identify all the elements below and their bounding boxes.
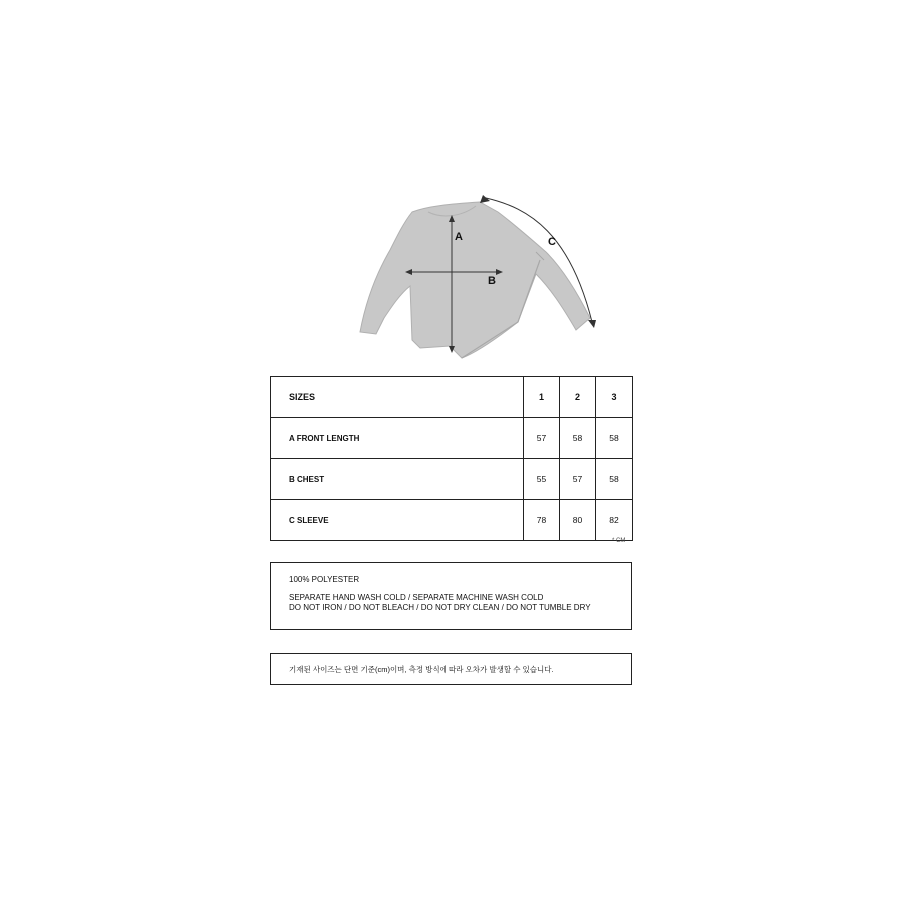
size-3-header: 3 bbox=[596, 377, 633, 418]
table-cell: 82 bbox=[596, 500, 633, 541]
measurement-note-box bbox=[270, 653, 632, 685]
table-row bbox=[271, 500, 633, 541]
size-table bbox=[270, 376, 633, 541]
table-cell: 58 bbox=[560, 418, 596, 459]
fabric-composition: 100% POLYESTER bbox=[289, 575, 360, 584]
care-line-2: DO NOT IRON / DO NOT BLEACH / DO NOT DRY CLEAN / DO NOT TUMBLE DRY bbox=[289, 603, 591, 612]
sizes-header: SIZES bbox=[271, 377, 524, 418]
table-row bbox=[271, 418, 633, 459]
table-cell: 78 bbox=[524, 500, 560, 541]
table-cell: 57 bbox=[524, 418, 560, 459]
care-instructions-box bbox=[270, 562, 632, 630]
garment-illustration bbox=[300, 190, 610, 370]
table-cell: 80 bbox=[560, 500, 596, 541]
label-c: C bbox=[548, 236, 556, 248]
care-line-1: SEPARATE HAND WASH COLD / SEPARATE MACHINE WASH COLD bbox=[289, 593, 544, 602]
table-cell: 58 bbox=[596, 459, 633, 500]
table-row bbox=[271, 459, 633, 500]
size-1-header: 1 bbox=[524, 377, 560, 418]
table-cell: 55 bbox=[524, 459, 560, 500]
unit-note: * CM bbox=[612, 538, 626, 544]
garment-shape bbox=[360, 202, 590, 358]
garment-measurement-diagram bbox=[300, 190, 610, 370]
table-cell: 58 bbox=[596, 418, 633, 459]
label-a: A bbox=[455, 231, 463, 243]
table-cell: 57 bbox=[560, 459, 596, 500]
size-2-header: 2 bbox=[560, 377, 596, 418]
row-label: B CHEST bbox=[271, 459, 524, 500]
row-label: C SLEEVE bbox=[271, 500, 524, 541]
table-header-row bbox=[271, 377, 633, 418]
measurement-note-text: 기재된 사이즈는 단면 기준(cm)이며, 측정 방식에 따라 오차가 발생할 수 있습니다. bbox=[289, 665, 554, 674]
label-b: B bbox=[488, 275, 496, 287]
row-label: A FRONT LENGTH bbox=[271, 418, 524, 459]
